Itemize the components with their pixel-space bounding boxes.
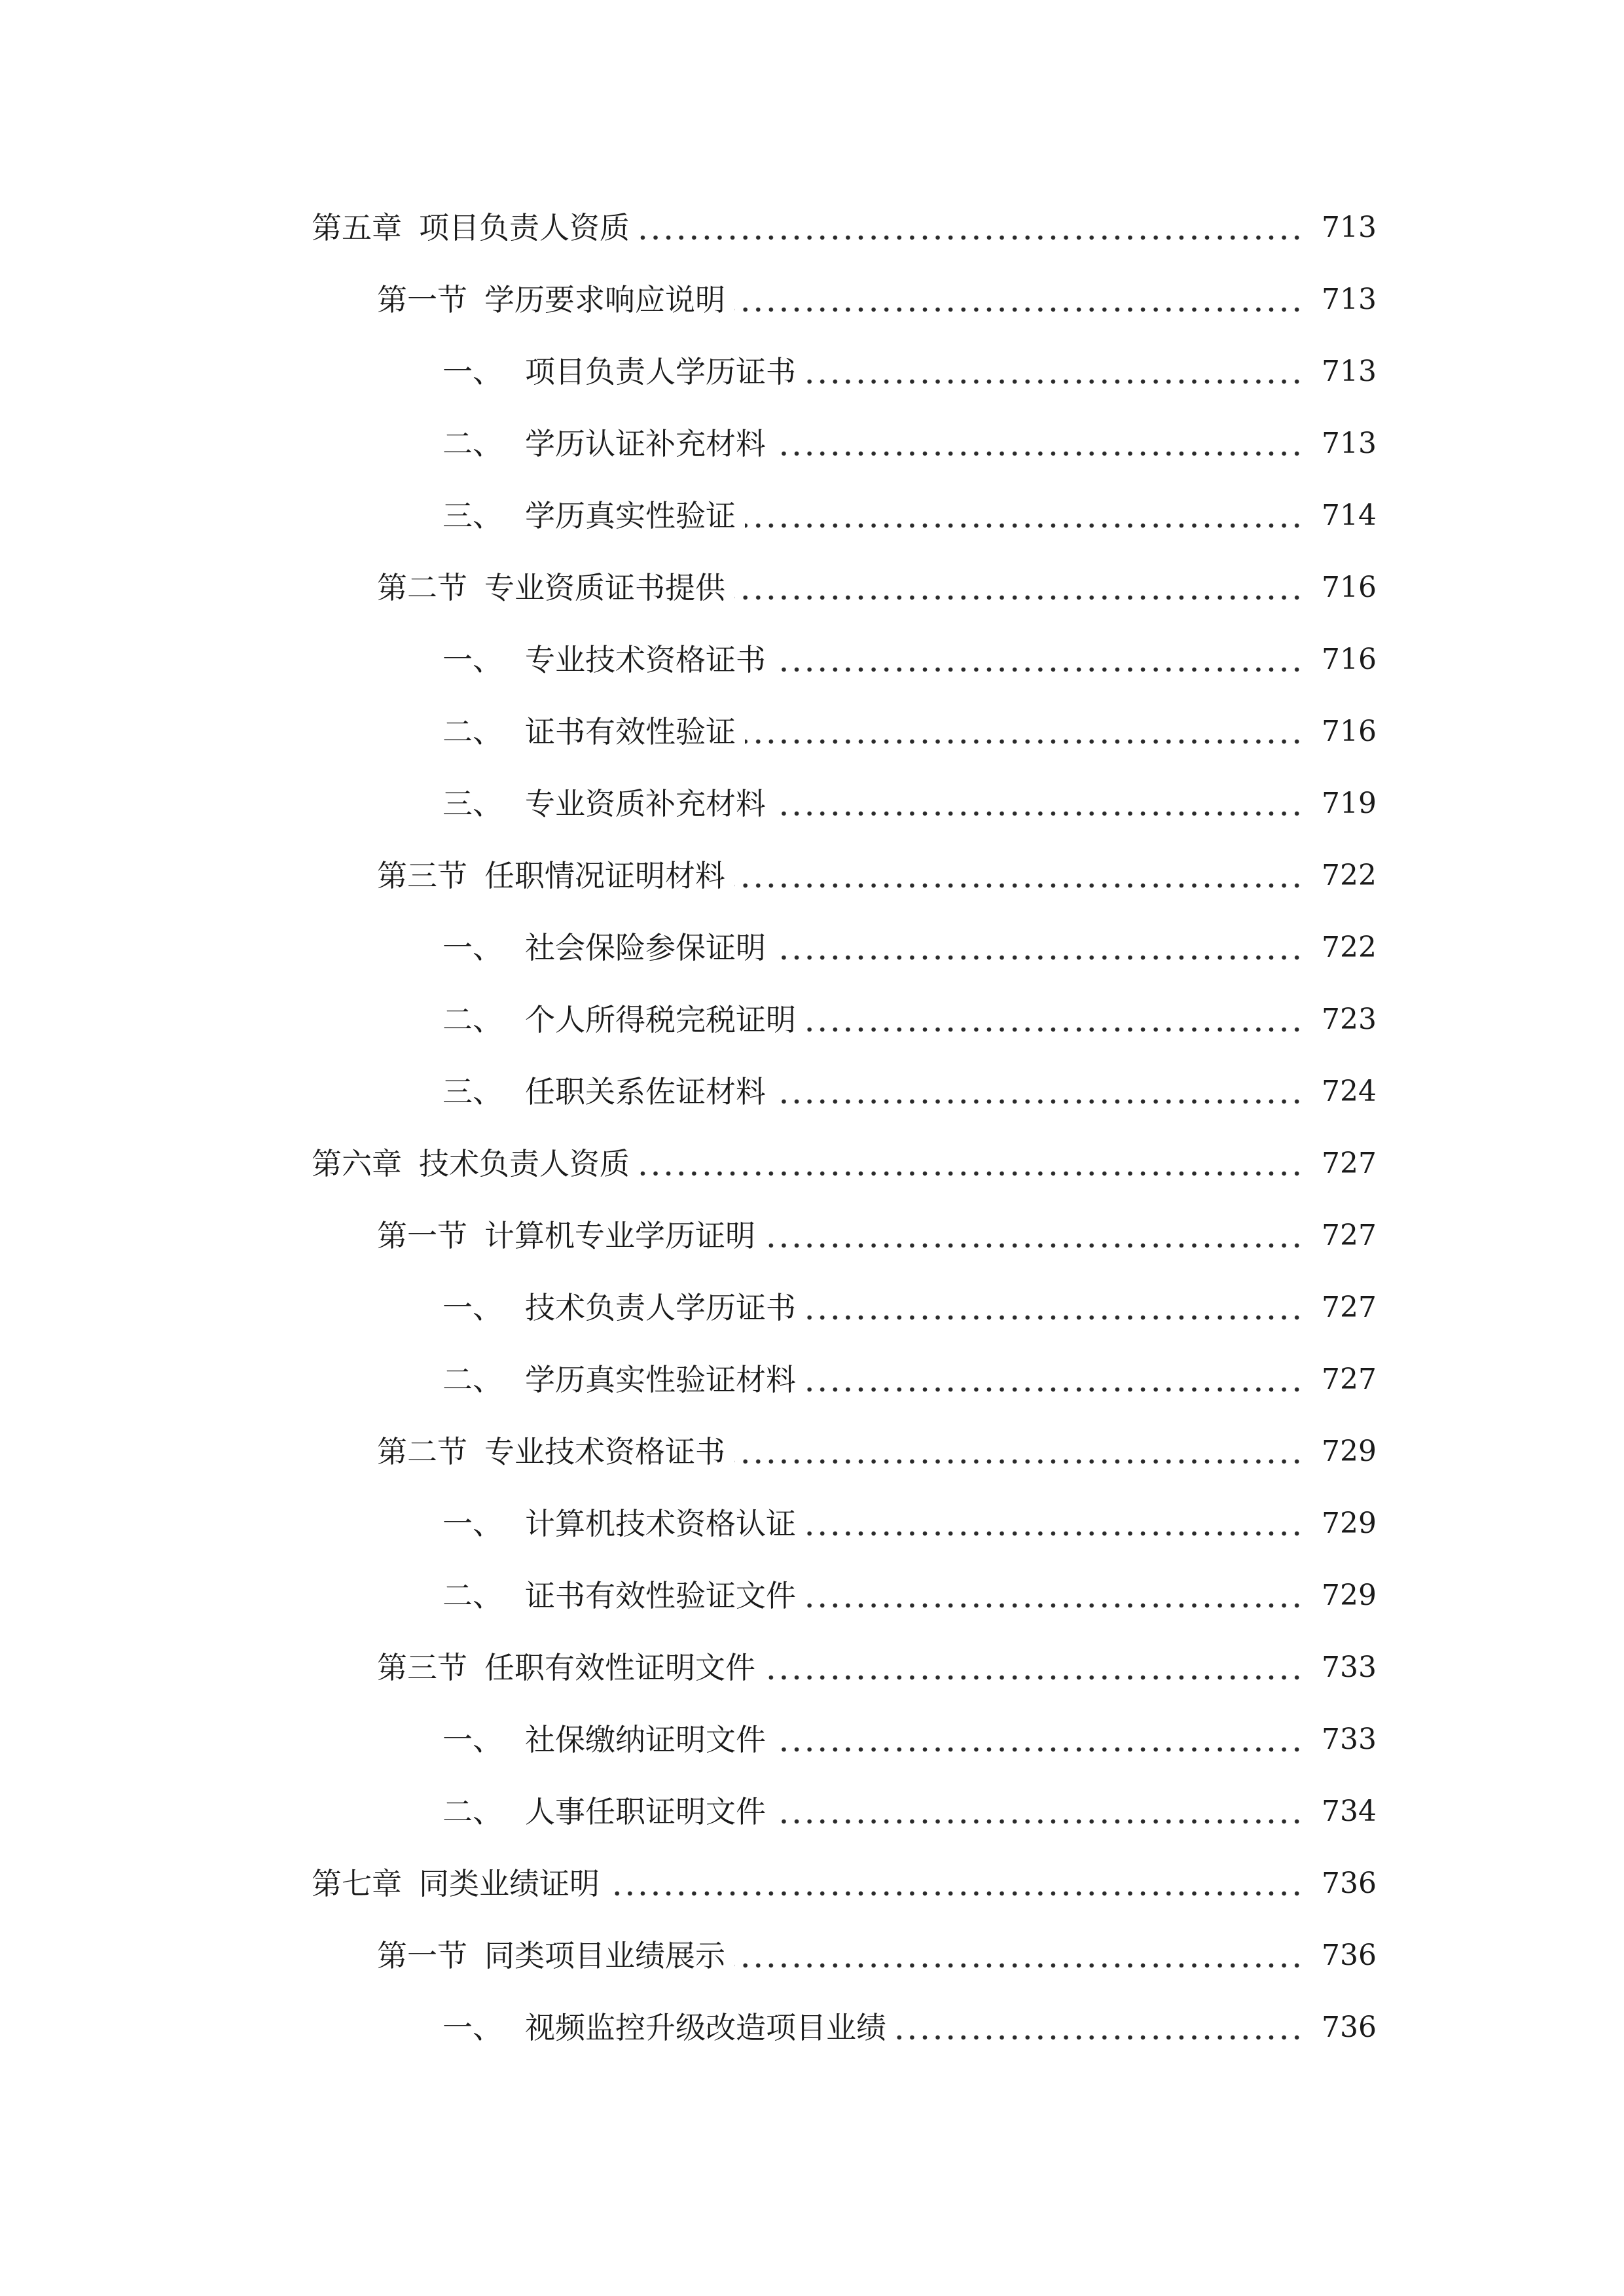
toc-entry-title: 专业资质补充材料 bbox=[525, 786, 766, 821]
toc-entry-title: 技术负责人资质 bbox=[419, 1146, 630, 1181]
toc-entry-page: 733 bbox=[1322, 1723, 1377, 1756]
toc-entry-item[interactable] bbox=[0, 778, 1624, 830]
toc-entry-number: 一、 bbox=[442, 1290, 503, 1325]
toc-entry-page: 713 bbox=[1322, 427, 1377, 460]
toc-entry-page: 727 bbox=[1322, 1291, 1377, 1324]
dot-leader bbox=[805, 367, 1303, 397]
toc-entry-item[interactable] bbox=[0, 2001, 1624, 2054]
toc-entry-title: 社会保险参保证明 bbox=[525, 930, 766, 965]
toc-entry-item[interactable] bbox=[0, 1498, 1624, 1550]
toc-entry-item[interactable] bbox=[0, 1570, 1624, 1622]
dot-leader bbox=[805, 1302, 1303, 1333]
toc-entry-title: 任职有效性证明文件 bbox=[484, 1650, 755, 1685]
toc-entry-number: 一、 bbox=[442, 1506, 503, 1541]
dot-leader bbox=[775, 1806, 1303, 1837]
toc-entry-section[interactable] bbox=[0, 562, 1624, 614]
toc-entry-page: 716 bbox=[1322, 715, 1377, 748]
toc-entry-page: 713 bbox=[1322, 283, 1377, 316]
toc-entry-number: 一、 bbox=[442, 1722, 503, 1757]
toc-entry-page: 733 bbox=[1322, 1651, 1377, 1684]
toc-entry-item[interactable] bbox=[0, 418, 1624, 470]
toc-entry-item[interactable] bbox=[0, 1282, 1624, 1334]
toc-entry-section[interactable] bbox=[0, 850, 1624, 902]
toc-entry-number: 二、 bbox=[442, 426, 503, 461]
dot-leader bbox=[775, 655, 1303, 685]
toc-entry-title: 学历真实性验证 bbox=[525, 498, 736, 533]
toc-entry-page: 722 bbox=[1322, 931, 1377, 964]
toc-entry-number: 第二节 bbox=[377, 570, 467, 605]
toc-entry-chapter[interactable] bbox=[0, 202, 1624, 254]
dot-leader bbox=[745, 511, 1303, 541]
toc-entry-title: 社保缴纳证明文件 bbox=[525, 1722, 766, 1757]
toc-entry-number: 二、 bbox=[442, 714, 503, 749]
dot-leader bbox=[745, 726, 1303, 757]
toc-entry-number: 二、 bbox=[442, 1362, 503, 1397]
toc-entry-number: 第六章 bbox=[312, 1146, 402, 1181]
toc-entry-item[interactable] bbox=[0, 490, 1624, 542]
dot-leader bbox=[765, 1662, 1303, 1693]
dot-leader bbox=[765, 1230, 1303, 1261]
toc-entry-title: 证书有效性验证 bbox=[525, 714, 736, 749]
toc-entry-title: 专业技术资格证书 bbox=[484, 1434, 725, 1469]
toc-entry-item[interactable] bbox=[0, 346, 1624, 398]
dot-leader bbox=[734, 583, 1303, 613]
toc-entry-number: 第三节 bbox=[377, 858, 467, 893]
toc-entry-page: 736 bbox=[1322, 1939, 1377, 1972]
dot-leader bbox=[609, 1878, 1303, 1909]
toc-entry-number: 三、 bbox=[442, 786, 503, 821]
toc-entry-item[interactable] bbox=[0, 1713, 1624, 1766]
toc-entry-item[interactable] bbox=[0, 634, 1624, 686]
toc-entry-page: 729 bbox=[1322, 1507, 1377, 1540]
toc-entry-title: 证书有效性验证文件 bbox=[525, 1578, 796, 1613]
toc-entry-number: 一、 bbox=[442, 930, 503, 965]
toc-entry-page: 729 bbox=[1322, 1435, 1377, 1468]
toc-entry-title: 计算机技术资格认证 bbox=[525, 1506, 796, 1541]
toc-entry-title: 学历要求响应说明 bbox=[484, 282, 725, 317]
toc-entry-number: 第七章 bbox=[312, 1866, 402, 1901]
toc-entry-page: 714 bbox=[1322, 499, 1377, 532]
toc-entry-page: 716 bbox=[1322, 571, 1377, 604]
toc-entry-number: 一、 bbox=[442, 354, 503, 389]
toc-entry-item[interactable] bbox=[0, 1785, 1624, 1838]
toc-entry-number: 第二节 bbox=[377, 1434, 467, 1469]
toc-entry-page: 734 bbox=[1322, 1795, 1377, 1828]
toc-entry-number: 三、 bbox=[442, 1074, 503, 1109]
toc-entry-number: 第一节 bbox=[377, 1218, 467, 1253]
toc-entry-title: 个人所得税完税证明 bbox=[525, 1002, 796, 1037]
dot-leader bbox=[775, 942, 1303, 973]
toc-entry-title: 学历认证补充材料 bbox=[525, 426, 766, 461]
toc-entry-item[interactable] bbox=[0, 922, 1624, 974]
toc-entry-number: 一、 bbox=[442, 642, 503, 677]
toc-entry-title: 任职情况证明材料 bbox=[484, 858, 725, 893]
toc-entry-item[interactable] bbox=[0, 706, 1624, 758]
toc-entry-section[interactable] bbox=[0, 274, 1624, 326]
toc-entry-title: 专业资质证书提供 bbox=[484, 570, 725, 605]
toc-entry-title: 任职关系佐证材料 bbox=[525, 1074, 766, 1109]
dot-leader bbox=[805, 1590, 1303, 1621]
toc-entry-page: 723 bbox=[1322, 1003, 1377, 1036]
toc-entry-section[interactable] bbox=[0, 1641, 1624, 1694]
dot-leader bbox=[734, 295, 1303, 325]
toc-entry-section[interactable] bbox=[0, 1426, 1624, 1478]
toc-entry-page: 727 bbox=[1322, 1363, 1377, 1396]
toc-entry-number: 第五章 bbox=[312, 210, 402, 245]
toc-entry-number: 第一节 bbox=[377, 282, 467, 317]
toc-entry-number: 一、 bbox=[442, 2010, 503, 2045]
toc-entry-title: 学历真实性验证材料 bbox=[525, 1362, 796, 1397]
toc-entry-title: 同类项目业绩展示 bbox=[484, 1938, 725, 1973]
dot-leader bbox=[775, 439, 1303, 469]
toc-entry-section[interactable] bbox=[0, 1210, 1624, 1262]
toc-entry-number: 二、 bbox=[442, 1002, 503, 1037]
dot-leader bbox=[775, 798, 1303, 829]
toc-entry-number: 二、 bbox=[442, 1794, 503, 1829]
toc-entry-item[interactable] bbox=[0, 994, 1624, 1046]
toc-entry-title: 视频监控升级改造项目业绩 bbox=[525, 2010, 886, 2045]
dot-leader bbox=[775, 1086, 1303, 1117]
toc-entry-page: 736 bbox=[1322, 2011, 1377, 2044]
toc-entry-number: 三、 bbox=[442, 498, 503, 533]
toc-entry-page: 724 bbox=[1322, 1075, 1377, 1108]
toc-entry-section[interactable] bbox=[0, 1929, 1624, 1982]
dot-leader bbox=[775, 1734, 1303, 1765]
toc-entry-page: 736 bbox=[1322, 1867, 1377, 1900]
toc-entry-title: 同类业绩证明 bbox=[419, 1866, 600, 1901]
toc-entry-number: 第三节 bbox=[377, 1650, 467, 1685]
dot-leader bbox=[639, 223, 1303, 253]
toc-entry-page: 729 bbox=[1322, 1579, 1377, 1612]
toc-entry-page: 713 bbox=[1322, 355, 1377, 388]
toc-entry-title: 计算机专业学历证明 bbox=[484, 1218, 755, 1253]
dot-leader bbox=[734, 870, 1303, 901]
toc-entry-page: 727 bbox=[1322, 1147, 1377, 1180]
toc-entry-item[interactable] bbox=[0, 1354, 1624, 1406]
toc-entry-number: 二、 bbox=[442, 1578, 503, 1613]
dot-leader bbox=[895, 2022, 1303, 2053]
toc-entry-title: 专业技术资格证书 bbox=[525, 642, 766, 677]
toc-entry-chapter[interactable] bbox=[0, 1138, 1624, 1190]
toc-entry-page: 716 bbox=[1322, 643, 1377, 676]
toc-entry-title: 项目负责人学历证书 bbox=[525, 354, 796, 389]
toc-entry-number: 第一节 bbox=[377, 1938, 467, 1973]
dot-leader bbox=[805, 1014, 1303, 1045]
toc-entry-chapter[interactable] bbox=[0, 1857, 1624, 1910]
toc-entry-page: 713 bbox=[1322, 211, 1377, 244]
toc-entry-page: 722 bbox=[1322, 859, 1377, 892]
dot-leader bbox=[734, 1950, 1303, 1981]
toc-entry-title: 技术负责人学历证书 bbox=[525, 1290, 796, 1325]
dot-leader bbox=[805, 1518, 1303, 1549]
toc-entry-page: 719 bbox=[1322, 787, 1377, 820]
toc-entry-page: 727 bbox=[1322, 1219, 1377, 1252]
toc-entry-item[interactable] bbox=[0, 1066, 1624, 1118]
dot-leader bbox=[805, 1374, 1303, 1405]
toc-entry-title: 项目负责人资质 bbox=[419, 210, 630, 245]
toc-entry-title: 人事任职证明文件 bbox=[525, 1794, 766, 1829]
dot-leader bbox=[639, 1158, 1303, 1189]
dot-leader bbox=[734, 1446, 1303, 1477]
